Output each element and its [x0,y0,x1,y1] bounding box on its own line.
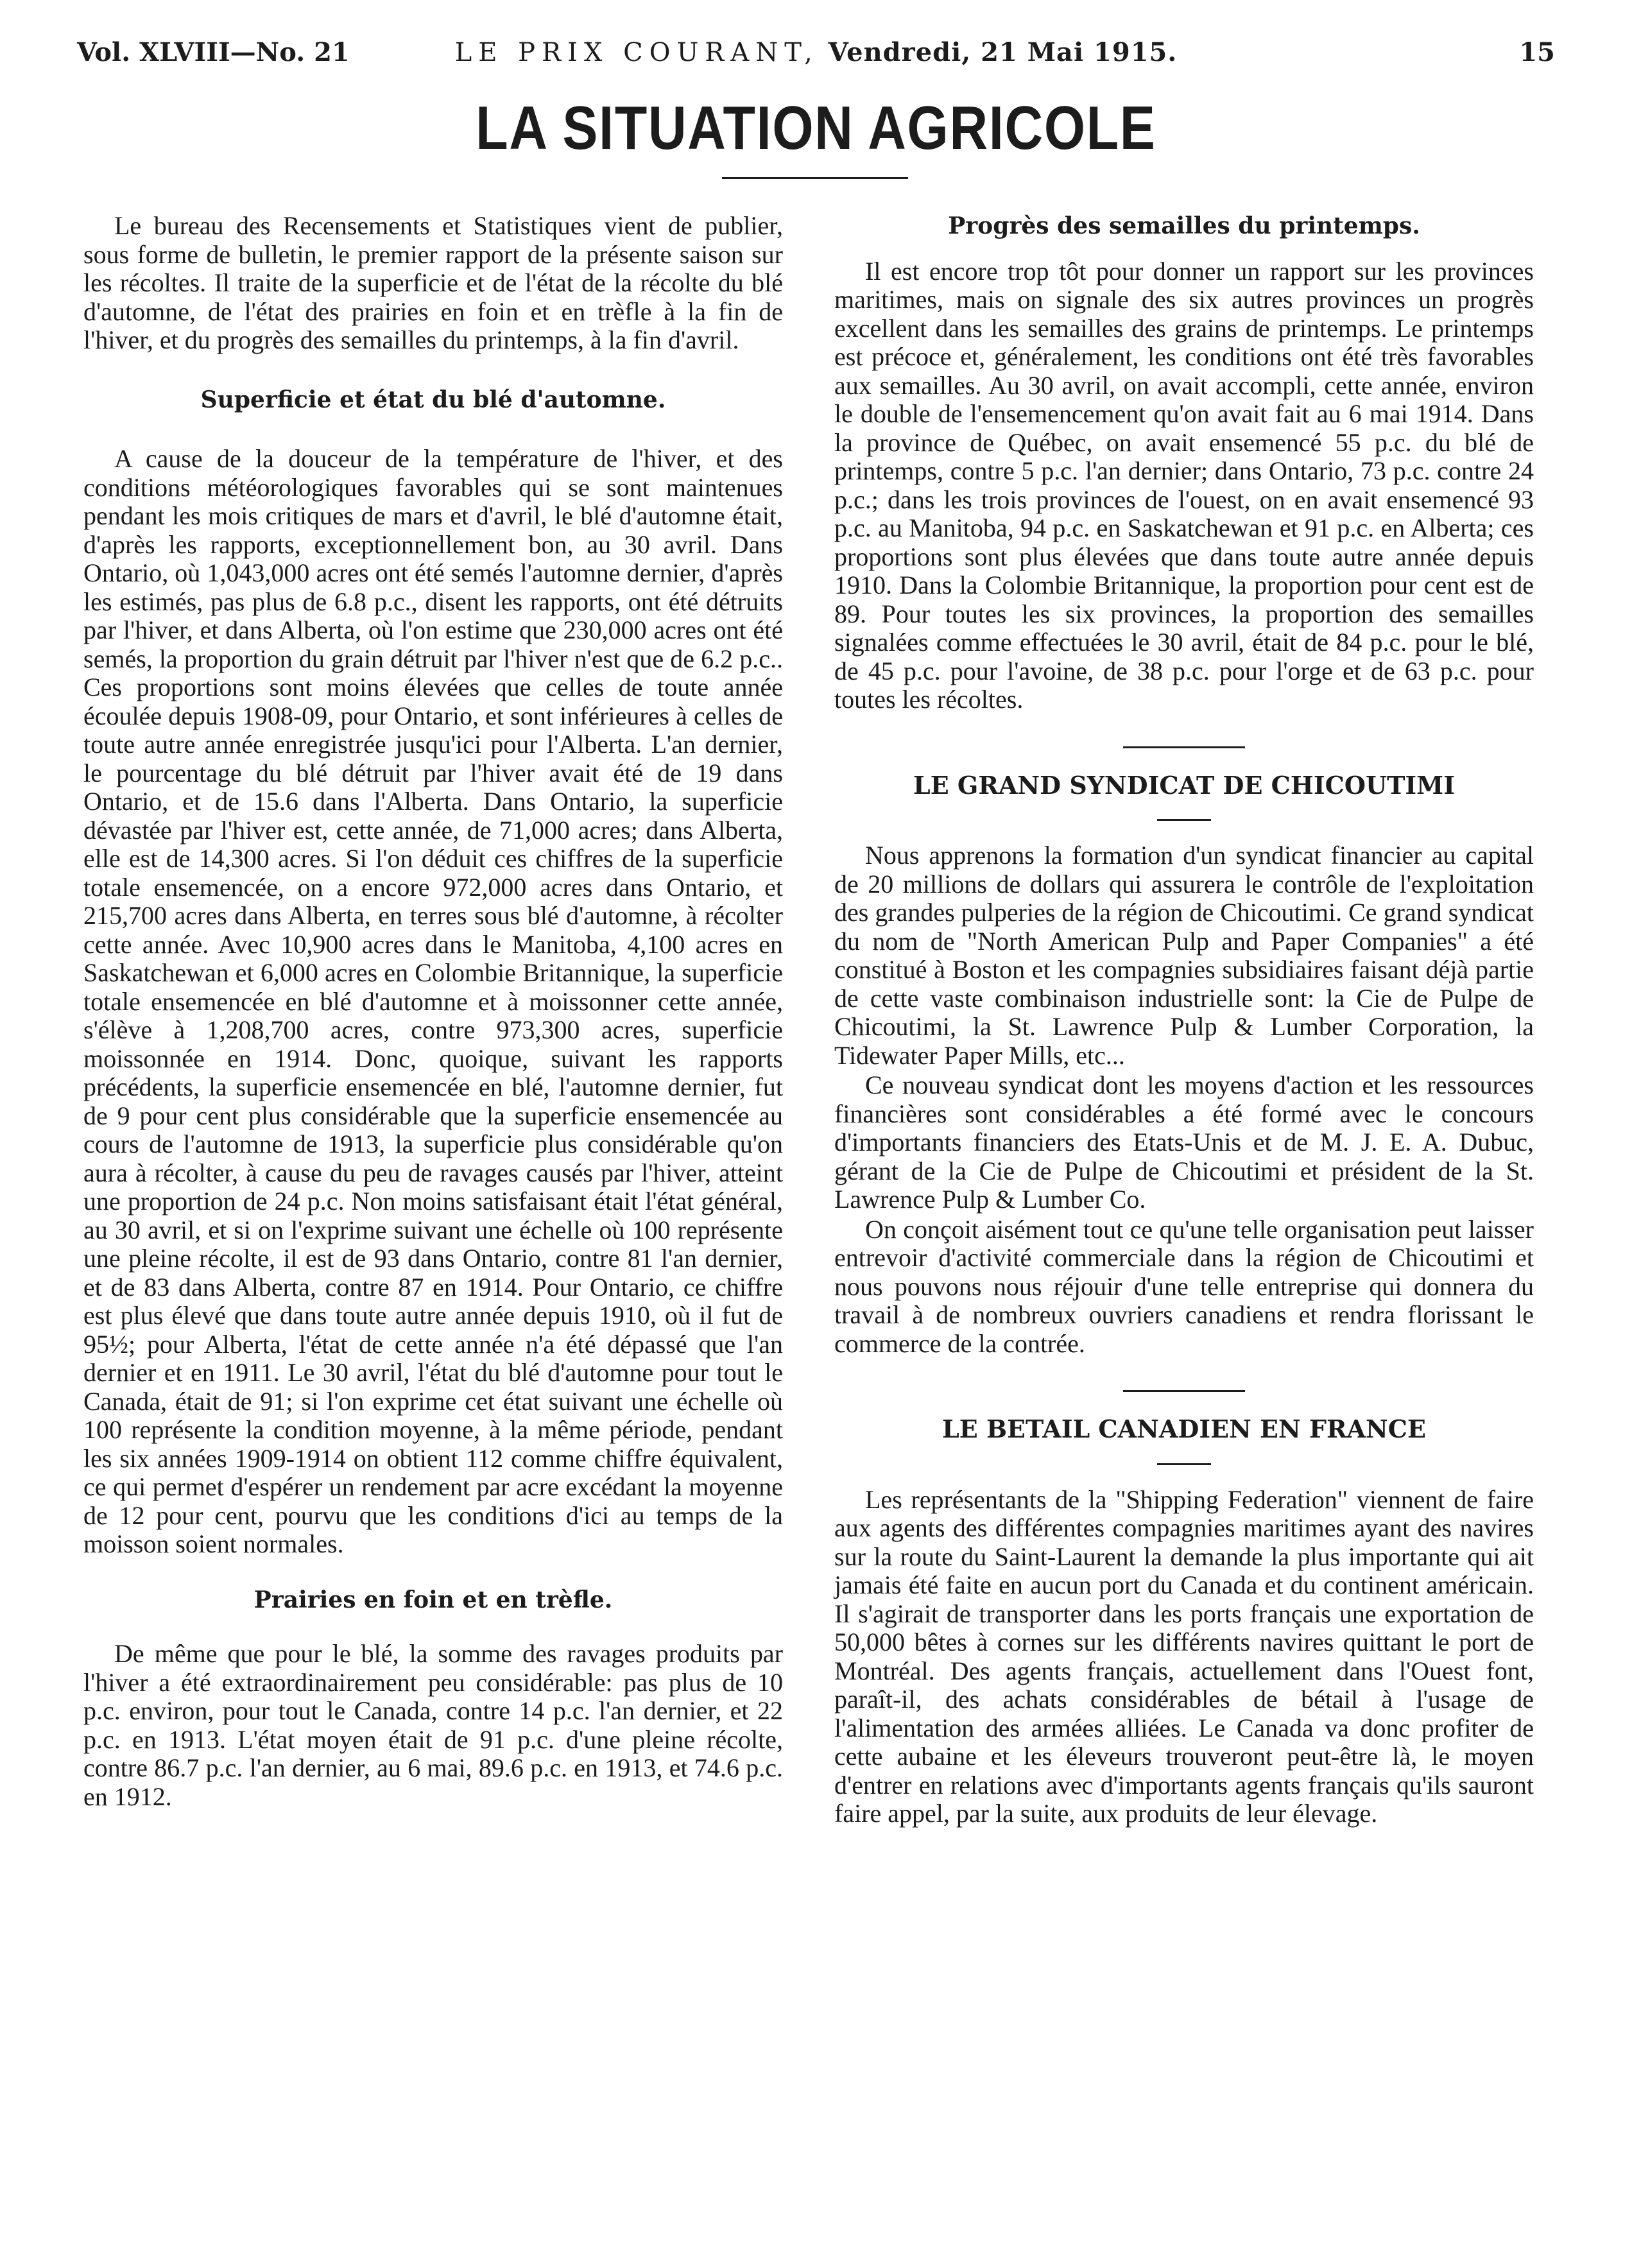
intro-paragraph: Le bureau des Recensements et Statistiques vient de publier, sous forme de bulletin, le premier rapport de la présente saison sur les récoltes. Il traite de la superficie et de l'état de la récolte du blé d'automne, de l'état des prairies en foin et en trèfle à la fin de l'hiver, et du progrès des semailles du printemps, à la fin d'avril. [83,211,783,354]
left-column [83,212,783,1811]
section-heading-winter-wheat: Superficie et état du blé d'automne. [200,386,666,413]
right-column [834,212,1534,1828]
masthead [77,37,1555,67]
hay-clover-paragraph: De même que pour le blé, la somme des ravages produits par l'hiver a été extraordinairement peu considérable: pas plus de 10 p.c. environ, pour tout le Canada, contre 14 p.c. l'an dernier, et 22 p.c. en 1913. L'état moyen était de 91 p.c. d'une pleine récolte, contre 86.7 p.c. l'an dernier, au 6 mai, 89.6 p.c. en 1913, et 74.6 p.c. en 1912. [83,1639,783,1811]
chicoutimi-paragraph-2: Ce nouveau syndicat dont les moyens d'action et les ressources financières sont considérables a été formé avec le concours d'importants financiers des Etats-Unis et de M. J. E. A. Dubuc, gérant de la Cie de Pulpe de Chicoutimi et président de la St. Lawrence Pulp & Lumber Co. [834,1070,1534,1214]
article-title-chicoutimi: LE GRAND SYNDICAT DE CHICOUTIMI [913,770,1455,800]
chicoutimi-paragraph-3: On conçoit aisément tout ce qu'une telle organisation peut laisser entrevoir d'activité commerciale dans la région de Chicoutimi et nous pouvons nous réjouir d'une telle entreprise qui donnera du travail à de nombreux ouvriers canadiens et rendra florissant le commerce de la contrée. [834,1214,1534,1358]
page-title: LA SITUATION AGRICOLE [476,94,1156,162]
chicoutimi-paragraph-1: Nous apprenons la formation d'un syndicat financier au capital de 20 millions de dollars qui assurera le contrôle de l'exploitation des grandes pulperies de la région de Chicoutimi. Ce grand syndicat du nom de "North American Pulp and Paper Companies" a été constitué à Boston et les compagnies subsidiaires faisant déjà partie de cette vaste combinaison industrielle sont: la Cie de Pulpe de Chicoutimi, la St. Lawrence Pulp & Lumber Corporation, la Tidewater Paper Mills, etc... [834,841,1534,1070]
section-heading-spring-sowing: Progrès des semailles du printemps. [948,212,1420,239]
paper-name: LE PRIX COURANT, [454,38,819,67]
article-title-betail: LE BETAIL CANADIEN EN FRANCE [942,1414,1426,1443]
page-header [77,37,1555,82]
title-rule [722,177,908,179]
betail-paragraph: Les représentants de la "Shipping Federation" viennent de faire aux agents des différentes compagnies maritimes ayant des navires sur la route du Saint-Laurent la demande la plus importante qui ait jamais été faite en aucun port du Canada et du continent américain. Il s'agirait de transporter dans les ports français une exportation de 50,000 bêtes à cornes sur les différents navires quittant le port de Montréal. Des agents français, actuellement dans l'Ouest font, paraît-il, des achats considérables de bétail à l'usage de l'alimentation des armées alliées. Le Canada va donc profiter de cette aubaine et les éleveurs trouveront peut-être là, le moyen d'entrer en relations avec d'importants agents français qu'ils sauront faire appel, par la suite, aux produits de leur élevage. [834,1484,1534,1828]
winter-wheat-paragraph: A cause de la douceur de la température de l'hiver, et des conditions météorologiques favorables qui se sont maintenues pendant les mois critiques de mars et d'avril, le blé d'automne était, d'après les rapports, exceptionnellement bon, au 30 avril. Dans Ontario, où 1,043,000 acres ont été semés l'automne dernier, d'après les estimés, pas plus de 6.8 p.c., disent les rapports, ont été détruits par l'hiver, et dans Alberta, où l'on estime que 230,000 acres ont été semés, la proportion du grain détruit par l'hiver n'est que de 6.2 p.c.. Ces proportions sont moins élevées que celles de toute année écoulée depuis 1908-09, pour Ontario, et sont inférieures à celles de toute autre année enregistrée jusqu'ici pour l'Alberta. L'an dernier, le pourcentage du blé détruit par l'hiver avait été de 19 dans Ontario, et de 15.6 dans l'Alberta. Dans Ontario, la superficie dévastée par l'hiver est, cette année, de 71,000 acres; dans Alberta, elle est de 14,300 acres. Si l'on déduit ces chiffres de la superficie totale ensemencée, on a encore 972,000 acres dans Ontario, et 215,700 acres dans Alberta, en terres sous blé d'automne, à récolter cette année. Avec 10,900 acres dans le Manitoba, 4,100 acres en Saskatchewan et 6,000 acres en Colombie Britannique, la superficie totale ensemencée en blé d'automne et à moissonner cette année, s'élève à 1,208,700 acres, contre 973,300 acres, superficie moissonnée en 1914. Donc, quoique, suivant les rapports précédents, la superficie ensemencée en blé, l'automne dernier, fut de 9 pour cent plus considérable que la superficie ensemencée au cours de l'automne de 1913, la superficie plus considérable qu'on aura à récolter, à cause du peu de ravages causés par l'hiver, atteint une proportion de 24 p.c. Non moins satisfaisant était l'état général, au 30 avril, et si on l'exprime suivant une échelle où 100 représente une pleine récolte, il est de 93 dans Ontario, contre 81 l'an dernier, et de 83 dans Alberta, contre 87 en 1914. Pour Ontario, ce chiffre est plus élevé que dans toute autre année depuis 1910, où il fut de 95½; pour Alberta, l'état de cette année n'a été dépassé que l'an dernier et en 1911. Le 30 avril, l'état du blé d'automne pour tout le Canada, était de 91; si l'on exprime cet état suivant une échelle où 100 représente la condition moyenne, à la même période, pendant les six années 1909-1914 on obtient 112 comme chiffre équivalent, ce qui permet d'espérer un rendement par acre excédant la moyenne de 12 pour cent, pourvu que les conditions d'ici au temps de la moisson soient normales. [83,444,783,1558]
section-heading-hay-clover: Prairies en foin et en trèfle. [253,1586,613,1613]
page-number: 15 [1519,37,1555,67]
volume-number: Vol. XLVIII—No. 21 [77,37,350,67]
spring-sowing-paragraph: Il est encore trop tôt pour donner un rapport sur les provinces maritimes, mais on signale des six autres provinces un progrès excellent dans les semailles des grains de printemps. Le printemps est précoce et, généralement, les conditions ont été très favorables aux semailles. Au 30 avril, on avait accompli, cette année, environ le double de l'ensemencement qu'on avait fait au 6 mai 1914. Dans la province de Québec, on avait ensemencé 55 p.c. du blé de printemps, contre 5 p.c. l'an dernier; dans Ontario, 73 p.c. contre 24 p.c.; dans les trois provinces de l'ouest, on en avait ensemencé 93 p.c. au Manitoba, 94 p.c. en Saskatchewan et 91 p.c. en Alberta; ces proportions sont plus élevées que dans toute autre année depuis 1910. Dans la Colombie Britannique, la proportion pour cent est de 89. Pour toutes les six provinces, la proportion des semailles signalées comme effectuées le 30 avril, était de 84 p.c. pour le blé, de 45 p.c. pour l'avoine, de 38 p.c. pour l'orge et de 63 p.c. pour toutes les récoltes. [834,256,1534,714]
issue-date: Vendredi, 21 Mai 1915. [828,37,1178,67]
